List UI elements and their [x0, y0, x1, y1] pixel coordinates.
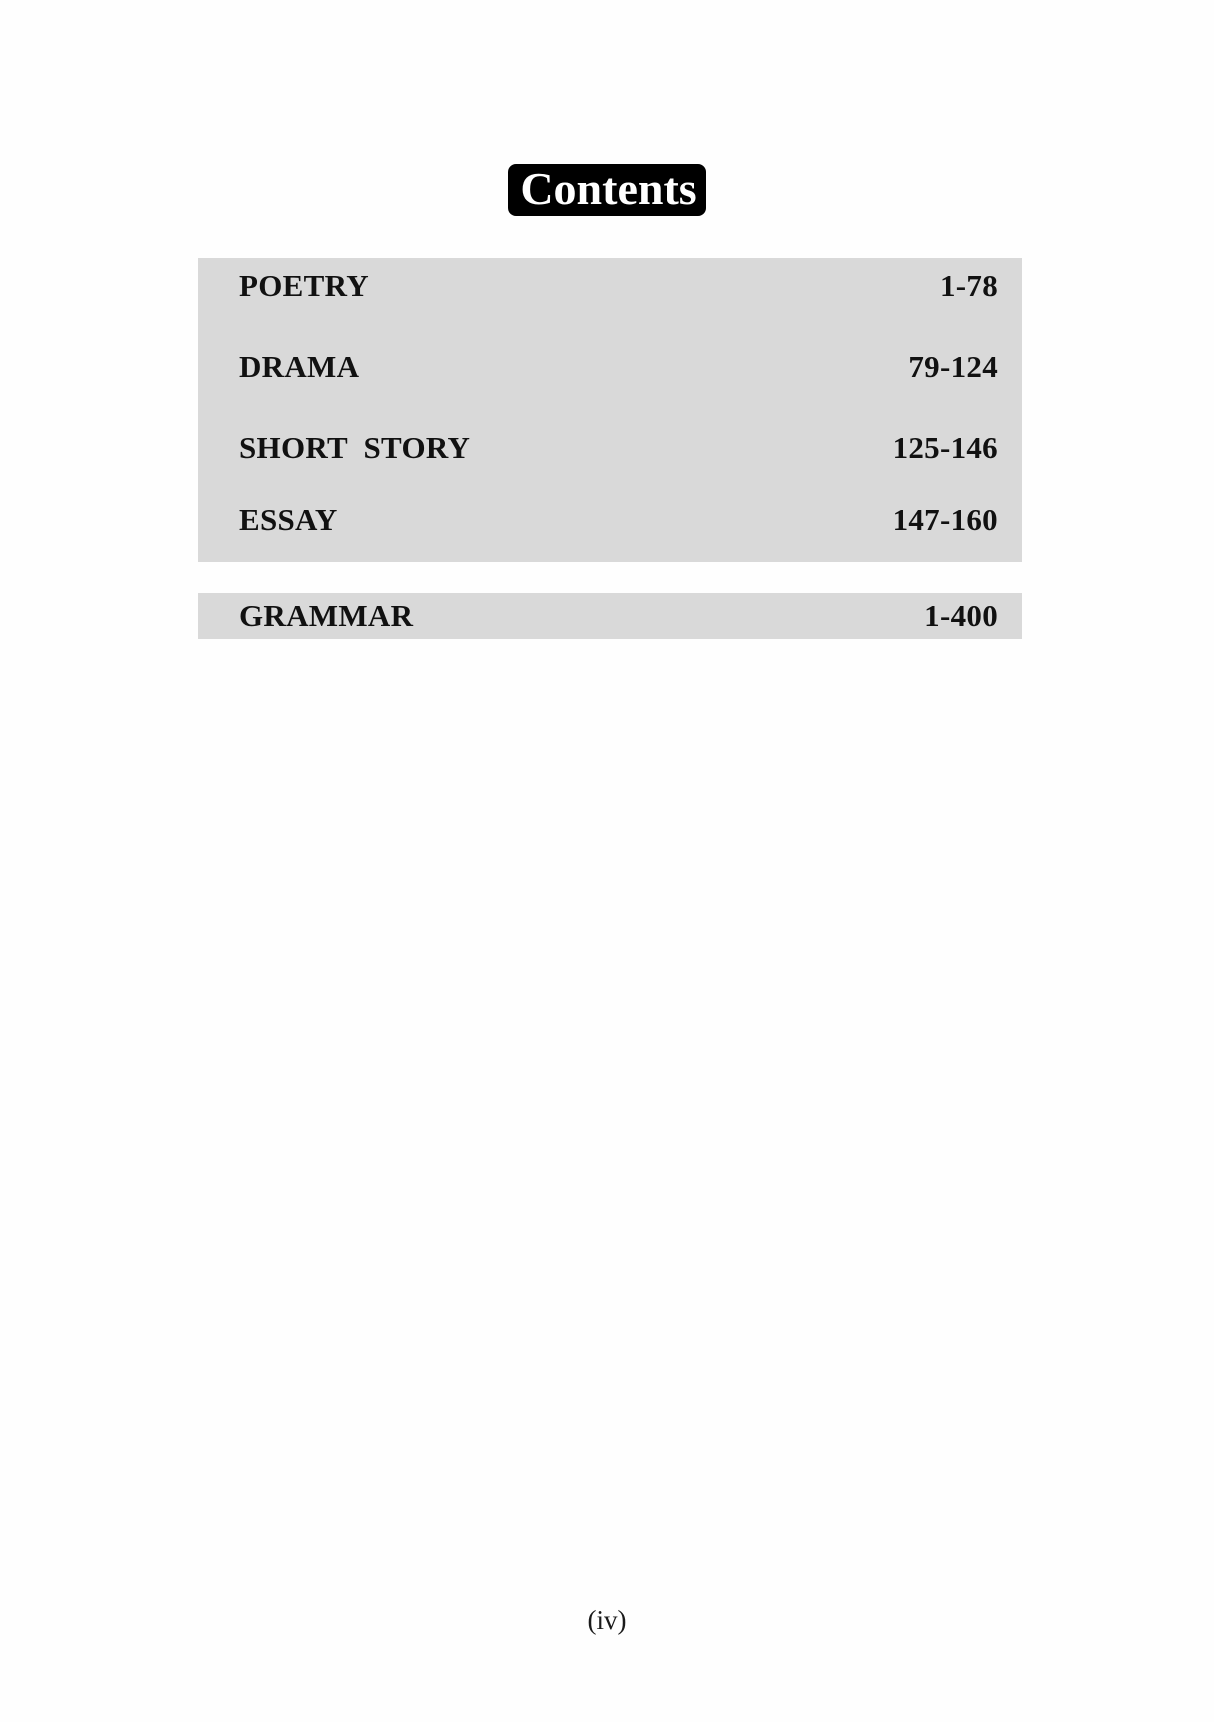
toc-entry-label: POETRY — [239, 268, 369, 303]
toc-entry-label: GRAMMAR — [239, 598, 414, 633]
title-container — [0, 164, 1214, 216]
toc-entry-short-story — [239, 428, 998, 468]
toc-entry-label: DRAMA — [239, 349, 360, 384]
toc-entry-pages: 1-400 — [924, 598, 998, 633]
toc-entry-label: ESSAY — [239, 502, 338, 537]
toc-entry-label: SHORT STORY — [239, 430, 471, 465]
page-title: Contents — [508, 164, 705, 216]
contents-block-literature — [198, 258, 1022, 562]
toc-entry-pages: 1-78 — [939, 268, 998, 303]
toc-entry-grammar — [239, 596, 998, 636]
page-number: (iv) — [587, 1605, 627, 1635]
toc-entry-pages: 147-160 — [892, 502, 998, 537]
toc-entry-drama — [239, 347, 998, 387]
toc-entry-pages: 79-124 — [908, 349, 998, 384]
toc-entry-pages: 125-146 — [892, 430, 998, 465]
contents-block-grammar — [198, 593, 1022, 639]
toc-entry-essay — [239, 500, 998, 540]
toc-entry-poetry — [239, 266, 998, 306]
